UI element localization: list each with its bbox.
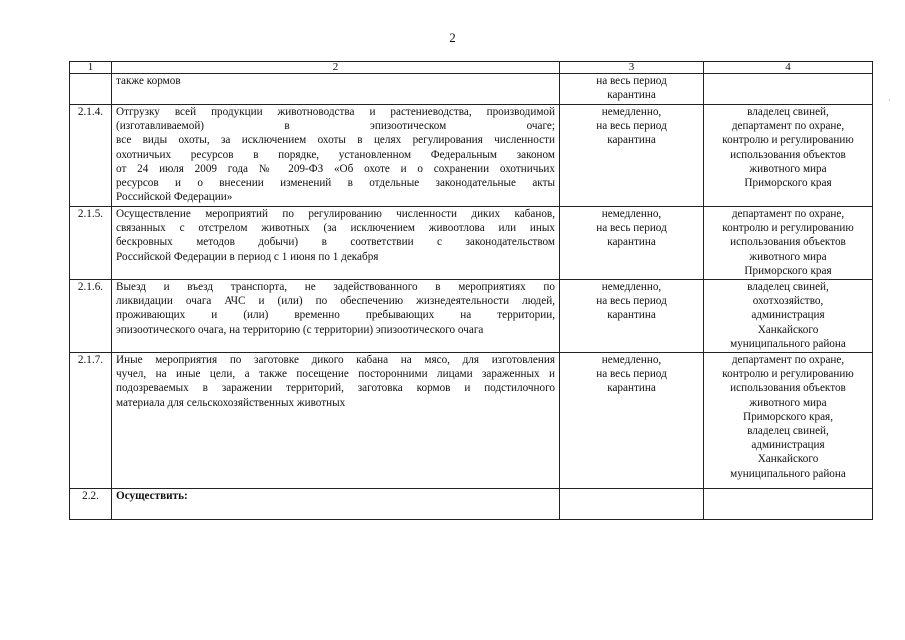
period-cell-line: на весь период [596,368,667,381]
responsible-cell-line: департамент по охране, [731,208,845,220]
measure-text-line: Осуществление мероприятий по регулированию численности диких кабанов, [116,208,555,220]
table-header-row [70,62,873,74]
period-cell-line: карантина [607,89,656,102]
page-number: 2 [449,30,456,45]
period-cell-line: карантина [607,309,656,322]
responsible-cell-line: Приморского края, [743,410,833,423]
responsible-cell [704,489,873,520]
responsible-cell [704,280,873,353]
measure-text-line: также кормов [116,75,181,87]
measure-text [112,489,560,520]
measure-text-line: материала для сельскохозяйственных животных [116,396,346,409]
measure-text-line: Выезд и въезд транспорта, не задействованного в мероприятиях по [116,281,555,293]
period-cell [560,207,704,280]
period-cell [560,489,704,520]
measure-text [112,74,560,105]
period-cell-line: карантина [607,134,656,147]
responsible-cell-line: Ханкайского [757,323,819,336]
responsible-cell-line: животного мира [749,162,827,175]
responsible-cell-line: животного мира [749,250,827,263]
responsible-cell-line: администрация [751,309,825,322]
responsible-cell-line: муниципального района [730,337,846,350]
item-number: 2.1.7. [70,353,112,489]
header-col-1: 1 [70,62,112,74]
measure-text-line: эпизоотического очага, на территорию (с территории) эпизоотического очага [116,323,484,336]
responsible-cell [704,207,873,280]
table-row [70,105,873,207]
responsible-cell-line: владелец свиней, [747,106,829,118]
measure-text-line: охотничьих ресурсов в порядке, установленном Федеральным законом [116,148,555,161]
table-row [70,207,873,280]
period-cell-line: на весь период [596,75,667,87]
measure-text-line: Иные мероприятия по заготовке дикого кабана на мясо, для изготовления [116,354,555,366]
responsible-cell-line: департамент по охране, [731,120,845,133]
period-cell-line: карантина [607,382,656,395]
item-number: 2.1.6. [70,280,112,353]
measure-text-line: проживающих и (или) временно пребывающих на территории, [116,309,555,322]
table-row [70,353,873,489]
measure-text-line: чучел, на иные цели, а также посещение посторонними лицами зараженных и [116,368,555,381]
responsible-cell-line: контролю и регулированию [722,368,854,381]
responsible-cell-line: Приморского края [744,264,832,277]
measure-text [112,207,560,280]
measure-text-line: все виды охоты, за исключением охоты в целях регулирования численности [116,134,555,147]
item-number: 2.2. [70,489,112,520]
period-cell-line: немедленно, [601,281,662,293]
period-cell-line: немедленно, [601,354,662,366]
measure-text-line: Российской Федерации» [116,191,233,204]
item-number [70,74,112,105]
measure-text [112,105,560,207]
period-cell-line: на весь период [596,120,667,133]
measure-text-line: (изготавливаемой) в эпизоотическом очаге; [116,120,555,133]
item-number: 2.1.5. [70,207,112,280]
period-cell-line: немедленно, [601,106,662,118]
measure-text-line: подозреваемых в заражении территорий, заготовка кормов и подстилочного [116,382,555,395]
responsible-cell [704,353,873,489]
measure-text-line: Осуществить: [116,490,188,502]
responsible-cell-line: Приморского края [744,177,832,190]
period-cell-line: на весь период [596,295,667,308]
measure-text-line: Российской Федерации в период с 1 июня по 1 декабря [116,250,379,263]
margin-mark: · [888,96,891,105]
responsible-cell-line: контролю и регулированию [722,222,854,235]
header-col-2: 2 [112,62,560,74]
measure-text [112,353,560,489]
measures-table [69,61,873,520]
measure-text-line: Отгрузку всей продукции животноводства и растениеводства, производимой [116,106,555,118]
period-cell [560,105,704,207]
measure-text [112,280,560,353]
header-col-4: 4 [704,62,873,74]
responsible-cell-line: контролю и регулированию [722,134,854,147]
responsible-cell-line: владелец свиней, [747,281,829,293]
responsible-cell-line: животного мира [749,396,827,409]
responsible-cell-line: департамент по охране, [731,354,845,366]
responsible-cell [704,74,873,105]
table-row [70,74,873,105]
period-cell-line: немедленно, [601,208,662,220]
responsible-cell-line: охотхозяйство, [752,295,824,308]
period-cell-line: карантина [607,236,656,249]
responsible-cell-line: владелец свиней, [747,425,829,438]
measure-text-line: от 24 июля 2009 года № 209-ФЗ «Об охоте и о сохранении охотничьих [116,162,555,175]
table-row [70,489,873,520]
responsible-cell-line: Ханкайского [757,453,819,466]
responsible-cell-line: администрация [751,439,825,452]
responsible-cell-line: использования объектов [730,148,846,161]
measure-text-line: ресурсов и о внесении изменений в отдельные законодательные акты [116,177,555,190]
responsible-cell [704,105,873,207]
period-cell [560,353,704,489]
table-row [70,280,873,353]
header-col-3: 3 [560,62,704,74]
measure-text-line: ликвидации очага АЧС и (или) по обеспечению жизнедеятельности людей, [116,295,555,308]
item-number: 2.1.4. [70,105,112,207]
responsible-cell-line: использования объектов [730,236,846,249]
period-cell-line: на весь период [596,222,667,235]
period-cell [560,280,704,353]
responsible-cell-line: муниципального района [730,467,846,480]
responsible-cell-line: использования объектов [730,382,846,395]
measure-text-line: бескровных методов добычи) в соответствии с законодательством [116,236,555,249]
period-cell [560,74,704,105]
measure-text-line: связанных с отстрелом животных (за исключением живоотлова или иных [116,222,555,235]
